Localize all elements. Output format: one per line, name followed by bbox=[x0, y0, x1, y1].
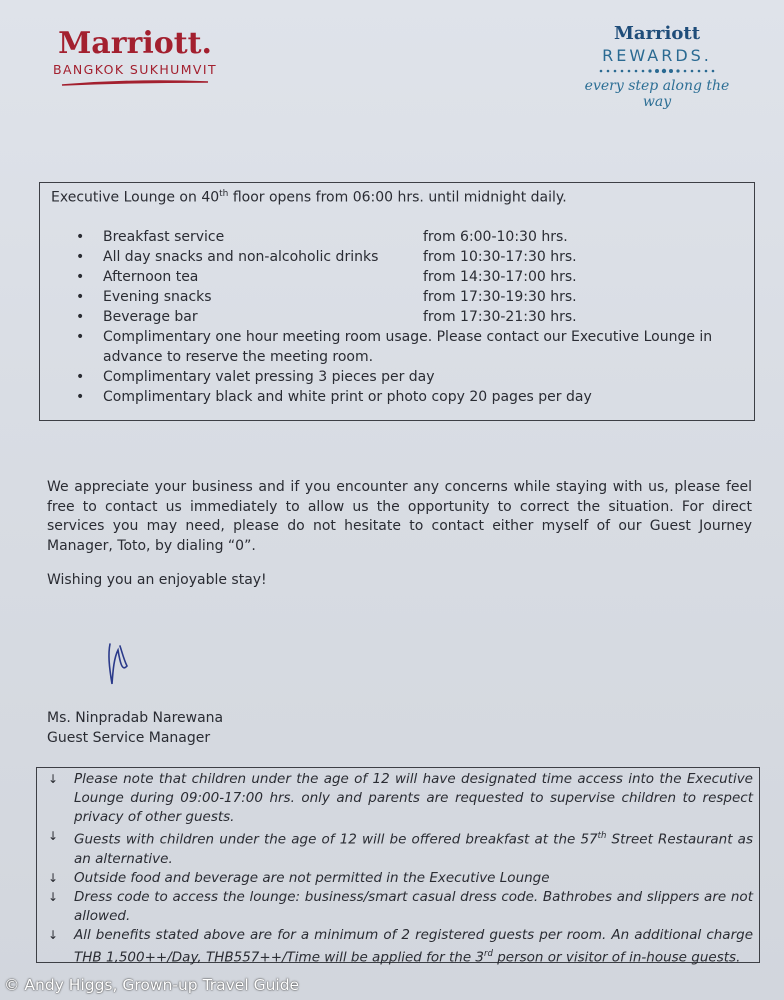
body-paragraph: We appreciate your business and if you encounter any concerns while staying with us, please feel free to contact us immediately to allow us the opportunity to correct the situation. For direct services you may need, please do not hesitate to contact either myself of our Guest Journey Manager, Toto, by dialing “0”. bbox=[47, 479, 752, 554]
rewards-brand-name: Marriott bbox=[613, 23, 701, 44]
bullet-icon: • bbox=[76, 389, 85, 405]
lounge-headline: Executive Lounge on 40th floor opens from 06:00 hrs. until midnight daily. bbox=[51, 189, 567, 206]
list-item: • Beverage bar from 17:30-21:30 hrs. bbox=[76, 309, 577, 325]
notes-box bbox=[36, 767, 760, 963]
list-item: ↓ All benefits stated above are for a minimum of 2 registered guests per room. An additional charge THB 1,500++/Day, THB557++/Time will be applied for the 3rd person or visitor of in-house guests. bbox=[48, 926, 753, 965]
hotel-location: BANGKOK SUKHUMVIT bbox=[53, 62, 217, 77]
list-item: • Complimentary valet pressing 3 pieces per day bbox=[76, 369, 435, 385]
bullet-icon: • bbox=[76, 249, 85, 265]
closing-line: Wishing you an enjoyable stay! bbox=[47, 572, 267, 588]
copyright-watermark: © Andy Higgs, Grown-up Travel Guide bbox=[4, 976, 300, 994]
lounge-service-list bbox=[40, 227, 754, 407]
list-item: • Breakfast service from 6:00-10:30 hrs. bbox=[76, 229, 568, 245]
list-item: • Complimentary black and white print or photo copy 20 pages per day bbox=[76, 389, 592, 405]
rewards-dots-icon bbox=[597, 68, 717, 74]
hotel-brand-name: Marriott. bbox=[58, 26, 212, 61]
signature-icon bbox=[100, 640, 140, 690]
logo-swoosh-icon bbox=[60, 79, 210, 87]
marriott-rewards-logo bbox=[572, 24, 742, 110]
down-arrow-icon: ↓ bbox=[48, 927, 59, 942]
down-arrow-icon: ↓ bbox=[48, 889, 59, 904]
marriott-bangkok-logo bbox=[50, 28, 220, 87]
bullet-icon: • bbox=[76, 309, 85, 325]
bullet-icon: • bbox=[76, 229, 85, 245]
rewards-word: REWARDS. bbox=[602, 46, 712, 65]
list-item: • Complimentary one hour meeting room usage. Please contact our Executive Lounge in advance to reserve the meeting room. bbox=[76, 329, 713, 365]
bullet-icon: • bbox=[76, 289, 85, 305]
bullet-icon: • bbox=[76, 369, 85, 385]
list-item: ↓ Dress code to access the lounge: business/smart casual dress code. Bathrobes and slippers are not allowed. bbox=[48, 888, 753, 924]
bullet-icon: • bbox=[76, 329, 85, 345]
list-item: ↓ Outside food and beverage are not permitted in the Executive Lounge bbox=[48, 869, 550, 886]
list-item: • Evening snacks from 17:30-19:30 hrs. bbox=[76, 289, 577, 305]
executive-lounge-box bbox=[39, 182, 755, 421]
bullet-icon: • bbox=[76, 269, 85, 285]
list-item: ↓ Please note that children under the age of 12 will have designated time access into the Executive Lounge during 09:00-17:00 hrs. only and parents are requested to supervise children to respect privacy of other guests. bbox=[48, 771, 753, 825]
list-item: • All day snacks and non-alcoholic drinks from 10:30-17:30 hrs. bbox=[76, 249, 577, 265]
signer-name: Ms. Ninpradab Narewana bbox=[47, 710, 224, 726]
down-arrow-icon: ↓ bbox=[48, 772, 59, 786]
down-arrow-icon: ↓ bbox=[48, 870, 59, 885]
down-arrow-icon: ↓ bbox=[48, 829, 59, 843]
notes-list bbox=[37, 770, 759, 967]
list-item: • Afternoon tea from 14:30-17:00 hrs. bbox=[76, 269, 577, 285]
list-item: ↓ Guests with children under the age of 12 will be offered breakfast at the 57th Street Restaurant as an alternative. bbox=[48, 829, 753, 867]
rewards-tagline: every step along the way bbox=[584, 78, 730, 110]
signer-title: Guest Service Manager bbox=[47, 730, 211, 746]
